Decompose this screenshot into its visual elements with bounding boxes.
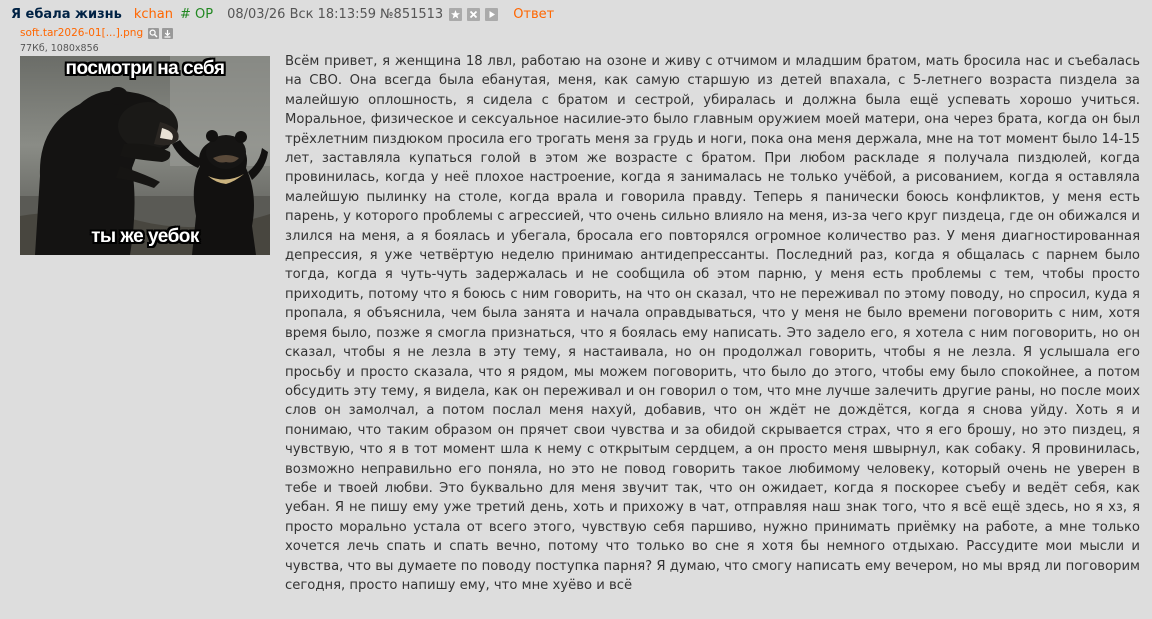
post-subject: Я ебала жизнь (11, 6, 122, 22)
download-icon[interactable] (162, 28, 173, 39)
post-date: 08/03/26 Вск 18:13:59 (227, 6, 377, 22)
file-meta: 77Кб, 1080x856 (20, 43, 99, 54)
post-image-thumbnail[interactable] (20, 56, 270, 255)
post-body: Всём привет, я женщина 18 лвл, работаю на озоне и живу с отчимом и младшим братом, мать бросила нас и съебалась на СВО. Она всегда была ебанутая, меня, как самую старшую из детей впахала, с 5-летнего возраста пиздела за малейшую оплошность, я сидела с братом и сестрой, убиралась и должна была ещё успевать хорошо учиться. Моральное, физическое и сексуальное насилие-это было главным оружием моей матери, она через брата, когда он был трёхлетним пиздюком просила его трогать меня за грудь и ноги, пока она меня держала, мне на тот момент было 14-15 лет, заставляла купаться голой в этом же возрасте с братом. При любом раскладе я получала пиздюлей, когда провинилась, когда у неё плохое настроение, когда я занималась не только учёбой, а рисованием, когда я оставляла малейшую пылинку на столе, когда врала и говорила правду. Теперь я панически боюсь конфликтов, у меня есть парень, у которого проблемы с агрессией, что очень сильно влияло на меня, из-за чего круг пиздеца, где он обижался и злился на меня, а я боялась и убегала, бросала его повторялся огромное количество раз. У меня диагностированная депрессия, я уже четвёртую неделю принимаю антидепрессанты. Последний раз, когда я общалась с парнем было тогда, когда я чуть-чуть задержалась и не сообщила об этом парню, у меня есть проблемы с тем, чтобы просто приходить, потому что я боюсь с ним говорить, на что он сказал, что не переживал по этому поводу, но спросил, куда я пропала, я объяснила, чем была занята и начала оправдываться, что у меня не было времени поговорить с ним, хотя время было, позже я смогла признаться, что я боялась ему написать. Это задело его, я хотела с ним поговорить, но он сказал, чтобы я не лезла в эту тему, я настаивала, но он продолжал говорить, чтобы я не лезла. Я услышала его просьбу и просто сказала, что я рядом, мы можем поговорить, что было до этого, чтобы ему было спокойнее, а потом обсудить эту тему, я видела, как он переживал и он говорил о том, что мне лучше залечить другие раны, но после моих слов он замолчал, а потом послал меня нахуй, добавив, что он ждёт не дождётся, когда я снова уйду. Хоть я и понимаю, что таким образом он прячет свои чувства и за обидой скрывается страх, что я его брошу, но это пиздец, я чувствую, что я в тот момент шла к нему с открытым сердцем, а он просто меня швырнул, как собаку. Я провинилась, возможно неправильно его поняла, но это не повод говорить такое любимому человеку, который очень не уверен в тебе и твоей любви. Это буквально для меня звучит так, что он ожидает, когда я поскорее съебу и ведёт себя, как уебан. Я не пишу ему уже третий день, хоть и прихожу в чат, отправляя наш знак того, что я всё ещё здесь, но я хз, я просто морально устала от всего этого, чувствую себя паршиво, нужно принимать приёмку на работе, а мне только хочется лечь спать и спать вечно, потому что только во сне я хотя бы немного отдыхаю. Рассудите мои мысли и чувства, что вы думаете по поводу поступка парня? Я думаю, что смогу написать ему вечером, но мы вряд ли поговорим сегодня, просто напишу ему, что мне хуёво и всё (285, 54, 1140, 593)
post-header (11, 4, 554, 24)
post-number[interactable]: №851513 (380, 6, 444, 22)
reply-link[interactable]: Ответ (513, 6, 555, 22)
poster-name[interactable]: kchan (133, 6, 173, 22)
play-icon[interactable] (485, 8, 498, 21)
file-info (20, 27, 176, 39)
star-icon[interactable] (449, 8, 462, 21)
image-caption-bottom: ты же уебок (91, 226, 199, 247)
image-caption-top: посмотри на себя (65, 58, 225, 79)
op-label: # OP (179, 6, 214, 22)
search-icon[interactable] (148, 28, 159, 39)
file-name-link[interactable]: soft.tar2026-01[...].png (20, 27, 144, 39)
close-icon[interactable] (467, 8, 480, 21)
